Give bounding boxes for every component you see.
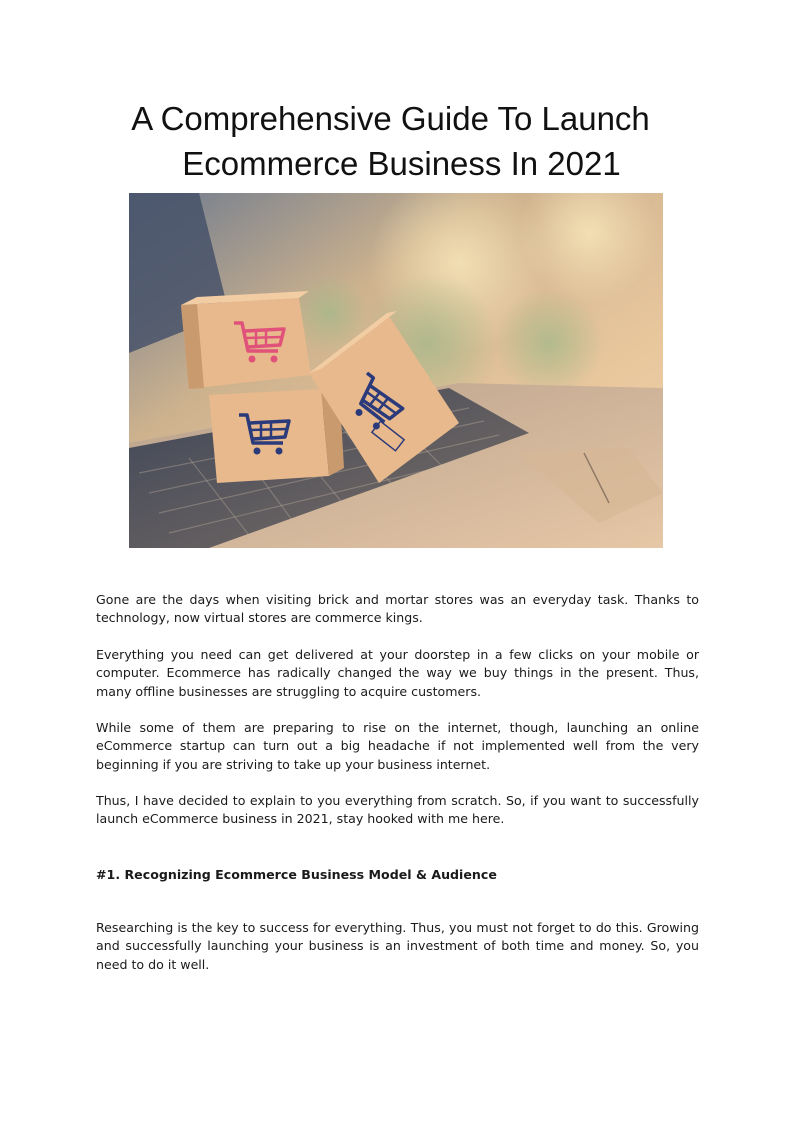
- package-box: [209, 383, 344, 483]
- hero-image: [129, 193, 663, 548]
- page-title-line-1: A Comprehensive Guide To Launch: [131, 100, 650, 137]
- section-heading: #1. Recognizing Ecommerce Business Model & Audience: [96, 867, 497, 882]
- page-title-line-2: Ecommerce Business In 2021: [182, 145, 621, 182]
- intro-paragraph-2: Everything you need can get delivered at your doorstep in a few clicks on your mobile or computer. Ecommerce has radically changed the way we buy things in the present. Thus, many offline businesses are struggling to acquire customers.: [96, 647, 699, 699]
- intro-paragraph-1: Gone are the days when visiting brick and mortar stores was an everyday task. Thanks to technology, now virtual stores are commerce kings.: [96, 592, 699, 626]
- page-title: [0, 96, 795, 186]
- intro-paragraph-3: While some of them are preparing to rise on the internet, though, launching an online eCommerce startup can turn out a big headache if not implemented well from the very beginning if you are striving to take up your business internet.: [96, 720, 699, 772]
- section-paragraph: Researching is the key to success for everything. Thus, you must not forget to do this. Growing and successfully launching your business is an investment of both time and money. So, you need to do it well.: [96, 920, 699, 972]
- intro-paragraph-4: Thus, I have decided to explain to you everything from scratch. So, if you want to successfully launch eCommerce business in 2021, stay hooked with me here.: [96, 793, 699, 827]
- package-box: [181, 291, 311, 389]
